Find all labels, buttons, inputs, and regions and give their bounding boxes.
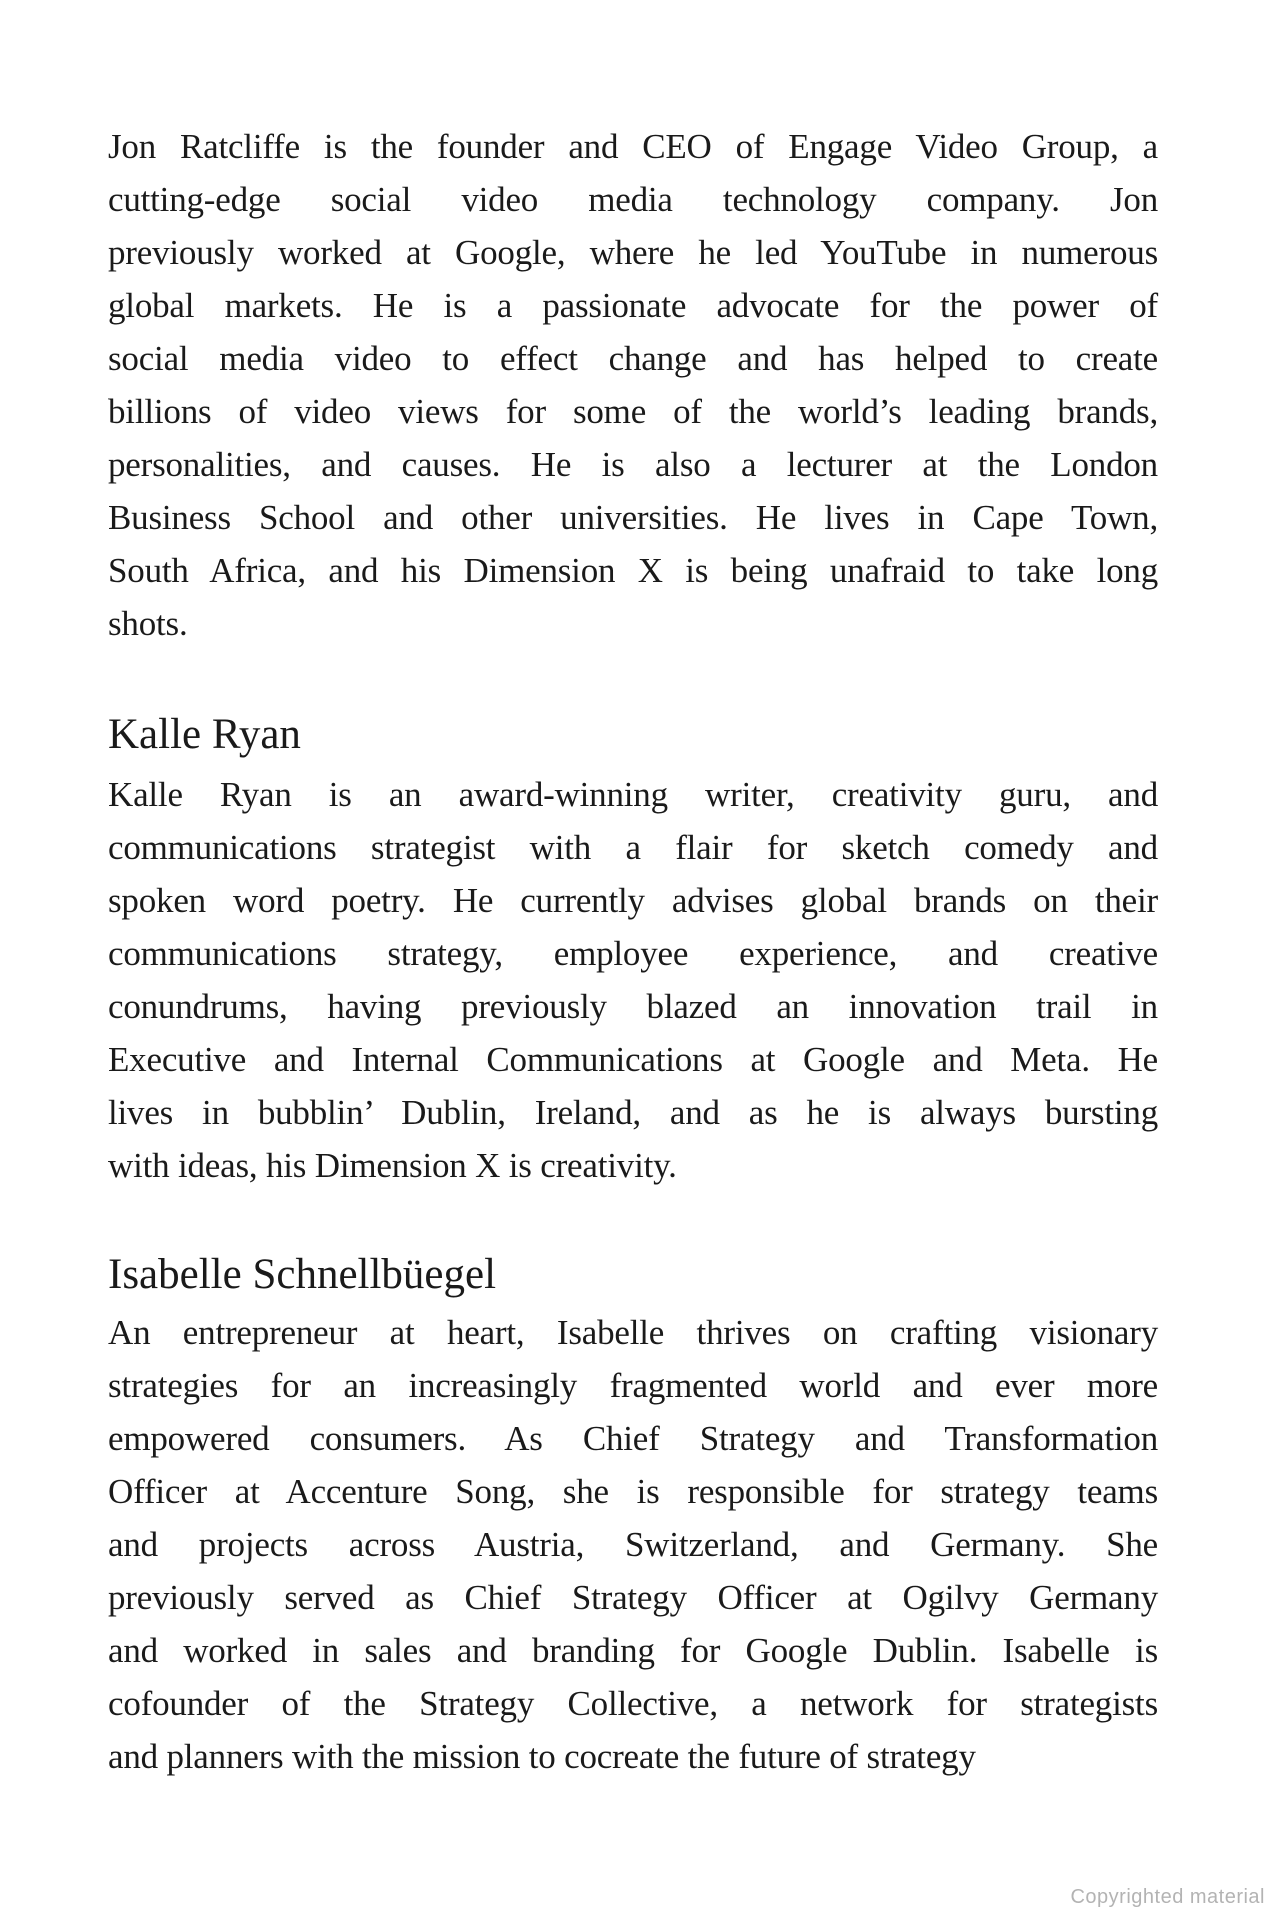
text-line: Officer at Accenture Song, she is responsible for strategy teams — [108, 1472, 1158, 1511]
bio-section-jon-ratcliffe — [108, 120, 1158, 650]
text-line: previously worked at Google, where he led YouTube in numerous — [108, 233, 1158, 272]
bio-paragraph-isabelle — [108, 1306, 1158, 1783]
text-line: and planners with the mission to cocreate the future of strategy — [108, 1737, 976, 1776]
bio-section-isabelle-schnellbuegel — [108, 1248, 1158, 1783]
text-line: communications strategist with a flair for sketch comedy and — [108, 828, 1158, 867]
text-line: communications strategy, employee experience, and creative — [108, 934, 1158, 973]
text-line: An entrepreneur at heart, Isabelle thrives on crafting visionary — [108, 1313, 1158, 1352]
bio-heading-isabelle-schnellbuegel: Isabelle Schnellbüegel — [108, 1251, 497, 1298]
bio-paragraph-jon — [108, 120, 1158, 650]
text-line: and worked in sales and branding for Google Dublin. Isabelle is — [108, 1631, 1158, 1670]
text-line: strategies for an increasingly fragmented world and ever more — [108, 1366, 1158, 1405]
page-text-block — [108, 120, 1158, 1783]
bio-paragraph-kalle — [108, 768, 1158, 1192]
text-line: with ideas, his Dimension X is creativity. — [108, 1146, 677, 1185]
text-line: shots. — [108, 604, 188, 643]
text-line: cofounder of the Strategy Collective, a network for strategists — [108, 1684, 1158, 1723]
text-line: cutting-edge social video media technology company. Jon — [108, 180, 1158, 219]
text-line: empowered consumers. As Chief Strategy and Transformation — [108, 1419, 1158, 1458]
text-line: spoken word poetry. He currently advises global brands on their — [108, 881, 1158, 920]
text-line: Kalle Ryan is an award-winning writer, creativity guru, and — [108, 775, 1158, 814]
copyright-watermark: Copyrighted material — [1070, 1886, 1265, 1908]
text-line: lives in bubblin’ Dublin, Ireland, and as he is always bursting — [108, 1093, 1158, 1132]
text-line: previously served as Chief Strategy Officer at Ogilvy Germany — [108, 1578, 1158, 1617]
text-line: Jon Ratcliffe is the founder and CEO of Engage Video Group, a — [108, 127, 1158, 166]
text-line: personalities, and causes. He is also a lecturer at the London — [108, 445, 1158, 484]
text-line: Executive and Internal Communications at Google and Meta. He — [108, 1040, 1158, 1079]
text-line: Business School and other universities. He lives in Cape Town, — [108, 498, 1158, 537]
text-line: billions of video views for some of the world’s leading brands, — [108, 392, 1158, 431]
bio-section-kalle-ryan — [108, 708, 1158, 1192]
text-line: South Africa, and his Dimension X is being unafraid to take long — [108, 551, 1158, 590]
text-line: global markets. He is a passionate advocate for the power of — [108, 286, 1158, 325]
bio-heading-kalle-ryan: Kalle Ryan — [108, 711, 301, 758]
text-line: and projects across Austria, Switzerland, and Germany. She — [108, 1525, 1158, 1564]
text-line: social media video to effect change and has helped to create — [108, 339, 1158, 378]
text-line: conundrums, having previously blazed an innovation trail in — [108, 987, 1158, 1026]
